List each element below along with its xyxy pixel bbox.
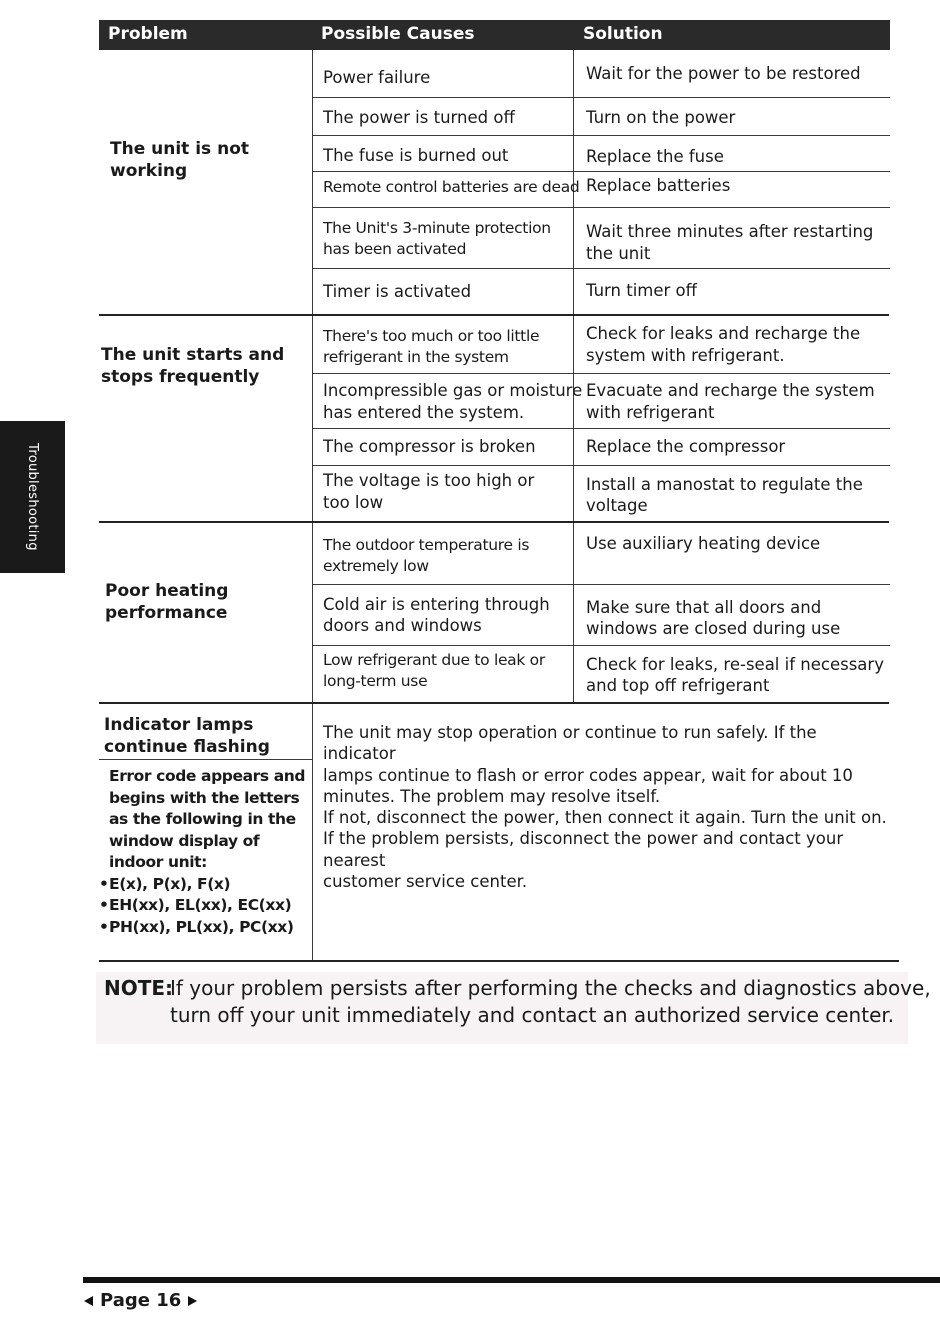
row-divider [313, 584, 890, 585]
cause-text: Incompressible gas or moisture [323, 381, 583, 400]
previous-page-icon [84, 1296, 93, 1306]
problem-not-working: The unit is not working [110, 139, 249, 181]
solution-text: Replace the compressor [586, 437, 786, 456]
row-divider [313, 428, 890, 429]
section-divider [99, 314, 889, 316]
row-divider [313, 268, 890, 269]
solution-text: Check for leaks and recharge the [586, 324, 861, 343]
cause-text: The outdoor temperature is [323, 536, 530, 554]
solution-text: Replace batteries [586, 176, 731, 195]
solution-text: Turn timer off [586, 281, 697, 300]
solution-text: Evacuate and recharge the system [586, 381, 875, 400]
row-divider [313, 171, 890, 172]
cause-text: has entered the system. [323, 403, 525, 422]
cause-text: has been activated [323, 240, 467, 258]
error-code-item: • PH(xx), PL(xx), PC(xx) [109, 917, 309, 939]
page-number: Page 16 [100, 1290, 182, 1311]
section-divider [99, 521, 889, 523]
cause-text: The Unit's 3-minute protection [323, 219, 551, 237]
error-code-description: Error code appears and begins with the letters as the following in the window display of indoor unit: • E(x), P(x), F(x) • EH(xx), EL(xx), EC(xx) • PH(xx), PL(xx), PC(xx) [109, 766, 309, 938]
divider-problem-causes [312, 50, 313, 960]
error-code-list [109, 874, 309, 939]
cause-text: Remote control batteries are dead [323, 178, 580, 196]
solution-text: Use auxiliary heating device [586, 534, 821, 553]
note-text: If your problem persists after performing the checks and diagnostics above, [170, 976, 931, 1000]
side-tab-label: Troubleshooting [25, 443, 40, 551]
cause-text: There's too much or too little [323, 327, 540, 345]
error-code-item: • E(x), P(x), F(x) [109, 874, 309, 896]
solution-text: windows are closed during use [586, 619, 841, 638]
table-bottom-border [99, 960, 899, 962]
row-divider [313, 207, 890, 208]
cause-text: Timer is activated [323, 282, 472, 301]
error-code-item: • EH(xx), EL(xx), EC(xx) [109, 895, 309, 917]
side-tab [0, 421, 65, 573]
solution-text: Replace the fuse [586, 147, 724, 166]
header-causes: Possible Causes [321, 24, 475, 44]
cause-text: Cold air is entering through [323, 595, 550, 614]
row-divider [313, 97, 890, 98]
note-text: turn off your unit immediately and contact an authorized service center. [170, 1003, 895, 1027]
row-divider [313, 373, 890, 374]
solution-text: Install a manostat to regulate the [586, 475, 863, 494]
solution-text: the unit [586, 244, 651, 263]
cause-text: too low [323, 493, 384, 512]
cause-text: The voltage is too high or [323, 471, 535, 490]
indicator-subdivider [99, 759, 312, 760]
footer-rule [83, 1277, 940, 1283]
header-problem: Problem [108, 24, 188, 44]
cause-text: long-term use [323, 672, 428, 690]
cause-text: doors and windows [323, 616, 482, 635]
divider-causes-solution [573, 50, 574, 702]
cause-text: Low refrigerant due to leak or [323, 651, 545, 669]
cause-text: The compressor is broken [323, 437, 536, 456]
cause-text: The power is turned off [323, 108, 515, 127]
row-divider [313, 135, 890, 136]
problem-indicator-lamps: Indicator lamps continue flashing [104, 715, 270, 757]
solution-text: Wait for the power to be restored [586, 64, 861, 83]
solution-text: system with refrigerant. [586, 346, 785, 365]
solution-text: Make sure that all doors and [586, 598, 822, 617]
row-divider [313, 465, 890, 466]
problem-poor-heating: Poor heating performance [105, 581, 229, 623]
note-label: NOTE: [104, 976, 174, 1000]
solution-text: Wait three minutes after restarting [586, 222, 874, 241]
solution-text: and top off refrigerant [586, 676, 770, 695]
cause-text: Power failure [323, 68, 431, 87]
solution-text: Check for leaks, re-seal if necessary [586, 655, 884, 674]
solution-text: with refrigerant [586, 403, 715, 422]
table-header [99, 20, 890, 50]
cause-text: The fuse is burned out [323, 146, 509, 165]
solution-text: Turn on the power [586, 108, 736, 127]
next-page-icon [188, 1296, 197, 1306]
page-footer [84, 1290, 197, 1311]
problem-starts-stops: The unit starts and stops frequently [101, 345, 285, 387]
cause-text: extremely low [323, 557, 429, 575]
header-solution: Solution [583, 24, 663, 44]
indicator-solution: The unit may stop operation or continue to run safely. If the indicator lamps continue to flash or error codes appear, wait for about 10 minutes. The problem may resolve itself. If not, disconnect the power, then connect it again. Turn the unit on. If the problem persists, disconnect the power and contact your nearest customer service center. [323, 723, 887, 892]
row-divider [313, 645, 890, 646]
solution-text: voltage [586, 496, 648, 515]
section-divider [99, 702, 889, 704]
cause-text: refrigerant in the system [323, 348, 509, 366]
